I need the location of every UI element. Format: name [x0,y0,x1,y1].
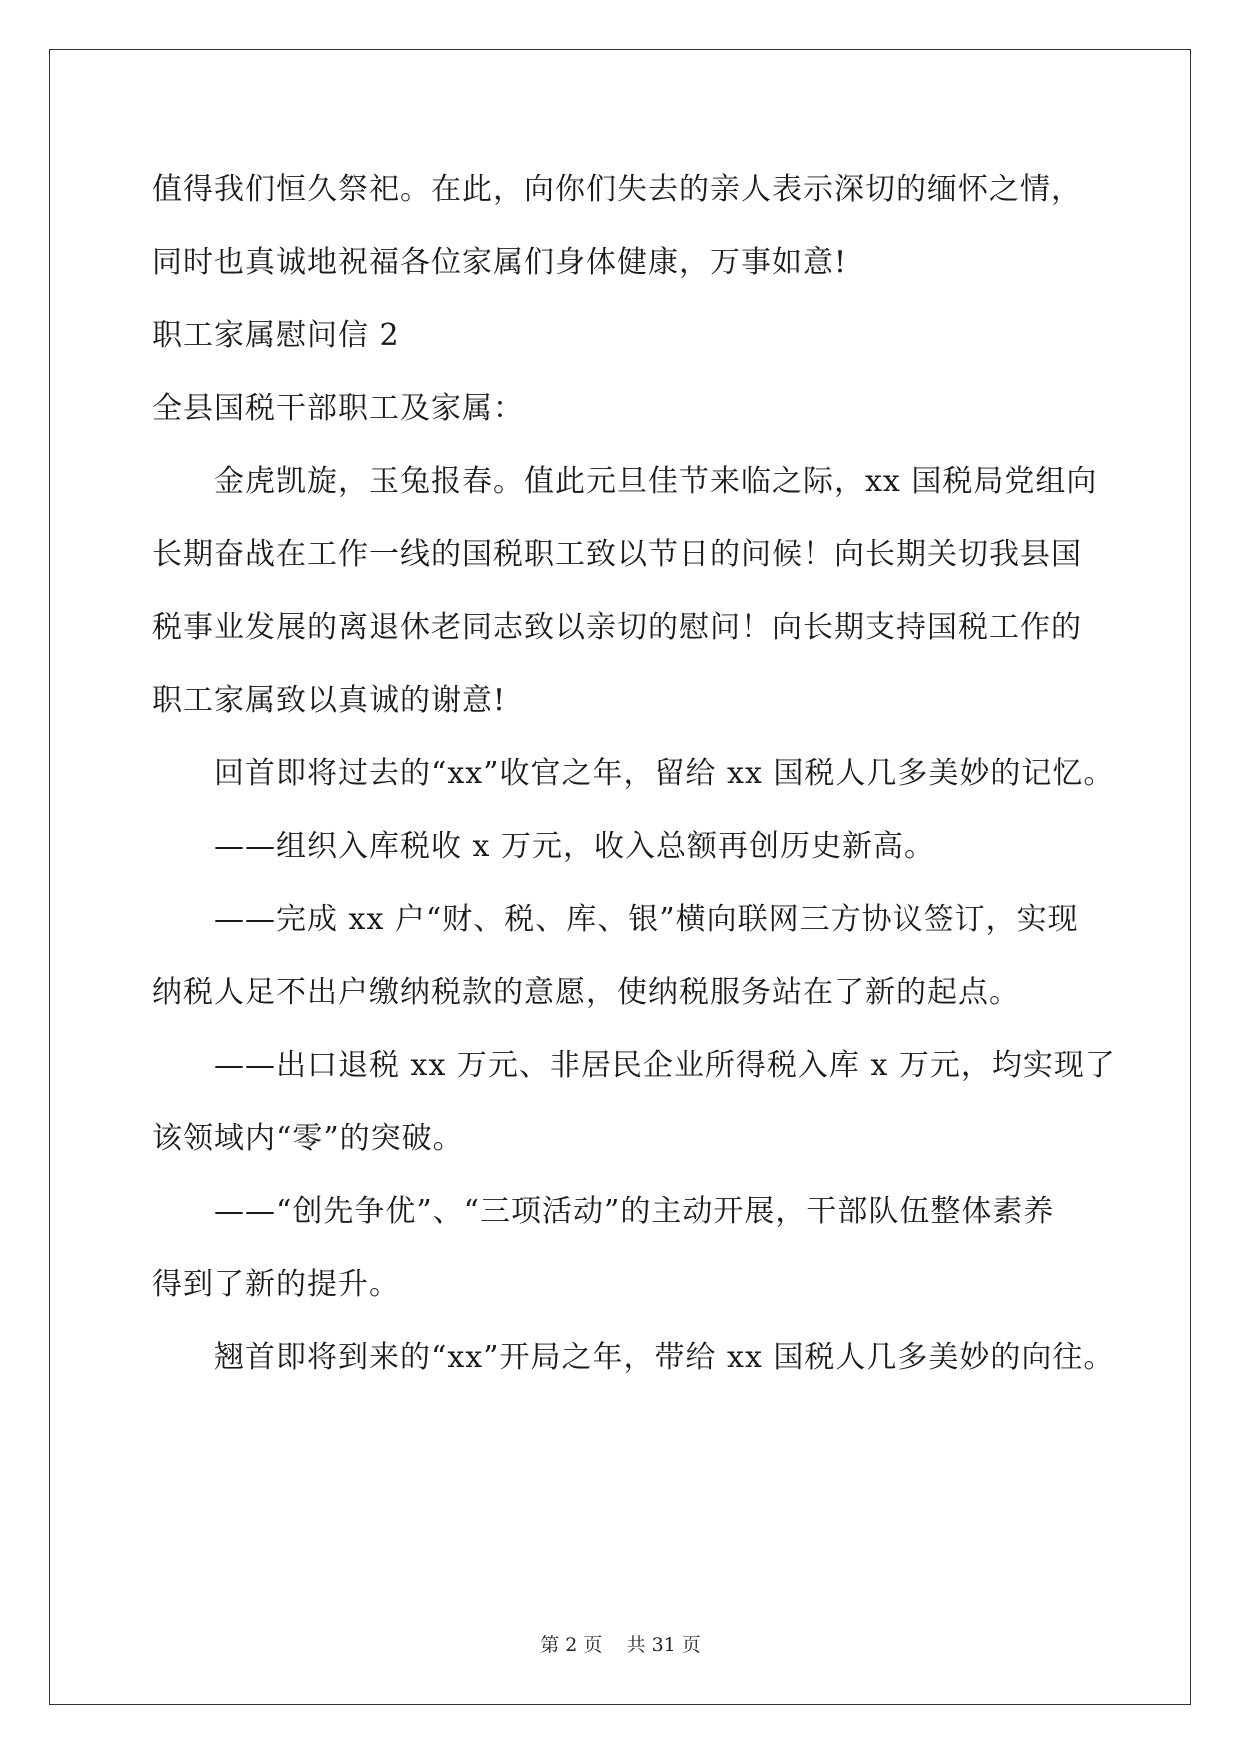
body-text-line: 职工家属致以真诚的谢意! [152,683,507,718]
list-item: ——“创先争优”、“三项活动”的主动开展，干部队伍整体素养 [214,1194,1055,1229]
list-item: ——完成 xx 户“财、税、库、银”横向联网三方协议签订，实现 [214,902,1079,937]
list-item: ——组织入库税收 x 万元，收入总额再创历史新高。 [214,829,935,864]
page-border [49,49,1191,1705]
body-text-line: 税事业发展的离退休老同志致以亲切的慰问！向长期支持国税工作的 [152,610,1082,645]
body-text-line: 得到了新的提升。 [152,1267,400,1302]
paragraph-start: 金虎凯旋，玉兔报春。值此元旦佳节来临之际，xx 国税局党组向 [214,464,1098,499]
list-item: ——出口退税 xx 万元、非居民企业所得税入库 x 万元，均实现了 [214,1048,1116,1083]
body-text-line: 值得我们恒久祭祀。在此，向你们失去的亲人表示深切的缅怀之情， [152,172,1082,207]
section-title: 职工家属慰问信 2 [152,318,400,353]
body-text-line: 同时也真诚地祝福各位家属们身体健康，万事如意! [152,245,848,280]
page-number-footer: 第 2 页 共 31 页 [540,1634,701,1656]
body-text-line: 该领域内“零”的突破。 [152,1121,464,1156]
body-text-line: 纳税人足不出户缴纳税款的意愿，使纳税服务站在了新的起点。 [152,975,1020,1010]
paragraph-start: 翘首即将到来的“xx”开局之年，带给 xx 国税人几多美妙的向往。 [214,1340,1115,1375]
paragraph-start: 回首即将过去的“xx”收官之年，留给 xx 国税人几多美妙的记忆。 [214,756,1115,791]
body-text-line: 长期奋战在工作一线的国税职工致以节日的问候！向长期关切我县国 [152,537,1082,572]
salutation: 全县国税干部职工及家属： [152,391,524,426]
